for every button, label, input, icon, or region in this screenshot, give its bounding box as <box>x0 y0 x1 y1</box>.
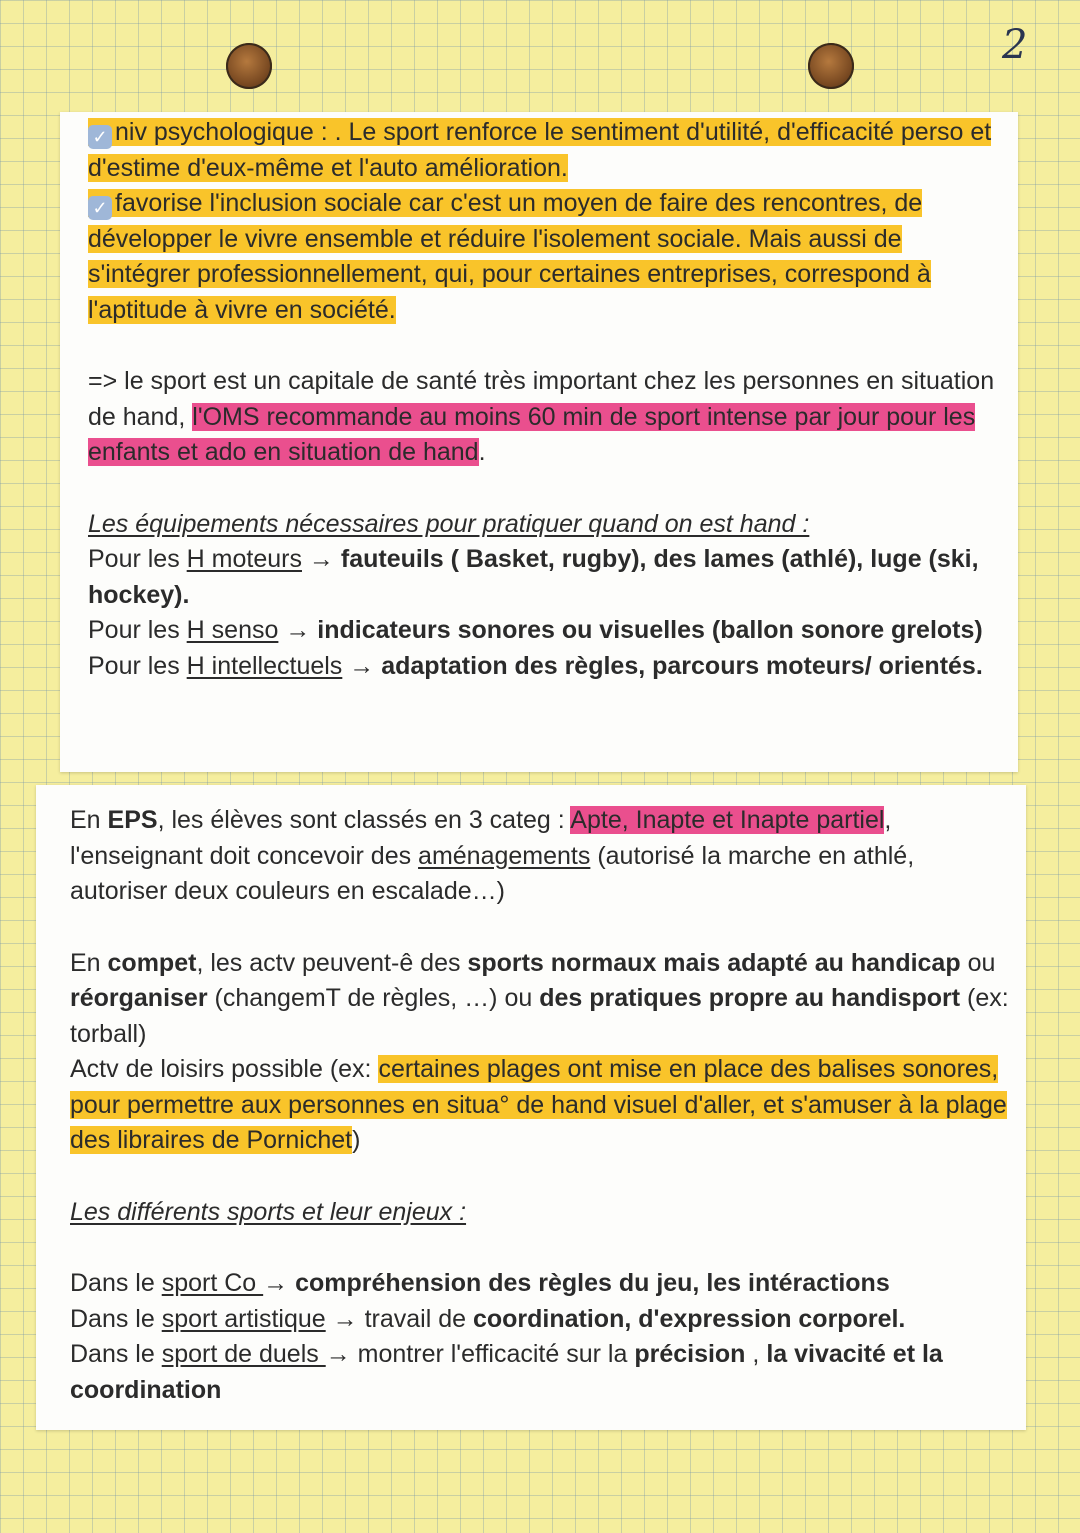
page-number: 2 <box>1002 22 1028 68</box>
oms-paragraph: => le sport est un capitale de santé très important chez les personnes en situation de hand, l'OMS recommande au moins 60 min de sport intense par jour pour les enfants et ado en situation de hand. <box>88 367 995 466</box>
binder-hole-right <box>808 43 854 89</box>
equipment-heading: Les équipements nécessaires pour pratiquer quand on est hand : <box>88 509 810 538</box>
note-card-top <box>60 112 1018 772</box>
checkmark-box-icon: ✓ <box>88 196 112 220</box>
checkmark-box-icon: ✓ <box>88 125 112 149</box>
psychological-paragraph: ✓ niv psychologique : . Le sport renforce le sentiment d'utilité, d'efficacité perso et d'estime d'eux-même et l'auto amélioration. <box>88 118 992 182</box>
equipment-moteurs: Pour les H moteurs → fauteuils ( Basket, rugby), des lames (athlé), luge (ski, hockey). <box>88 545 979 609</box>
eps-paragraph: En EPS, les élèves sont classés en 3 categ : Apte, Inapte et Inapte partiel, l'enseignant doit concevoir des aménagements (autorisé la marche en athlé, autoriser deux couleurs en escalade…) <box>70 806 915 905</box>
binder-hole-left <box>226 43 272 89</box>
equipment-senso: Pour les H senso → indicateurs sonores ou visuelles (ballon sonore grelots) <box>88 616 983 644</box>
sport-co-line: Dans le sport Co → compréhension des règles du jeu, les intéractions <box>70 1269 890 1297</box>
sports-heading: Les différents sports et leur enjeux : <box>70 1197 467 1226</box>
loisirs-paragraph: Actv de loisirs possible (ex: certaines plages ont mise en place des balises sonores, pour permettre aux personnes en situa° de hand visuel d'aller, et s'amuser à la plage des libraires de Pornichet) <box>70 1055 1007 1154</box>
inclusion-paragraph: ✓ favorise l'inclusion sociale car c'est un moyen de faire des rencontres, de développer le vivre ensemble et réduire l'isolement sociale. Mais aussi de s'intégrer professionnellement, qui, pour certaines entreprises, correspond à l'aptitude à vivre en société. <box>88 189 931 324</box>
sport-artistique-line: Dans le sport artistique → travail de coordination, d'expression corporel. <box>70 1304 906 1333</box>
note-card-bottom <box>36 785 1026 1430</box>
equipment-intellectuels: Pour les H intellectuels → adaptation des règles, parcours moteurs/ orientés. <box>88 651 983 680</box>
compet-paragraph: En compet, les actv peuvent-ê des sports normaux mais adapté au handicap ou réorganiser (changemT de règles, …) ou des pratiques propre au handisport (ex: torball) <box>70 948 1009 1048</box>
sport-duels-line: Dans le sport de duels → montrer l'efficacité sur la précision , la vivacité et la coordination <box>70 1340 943 1404</box>
